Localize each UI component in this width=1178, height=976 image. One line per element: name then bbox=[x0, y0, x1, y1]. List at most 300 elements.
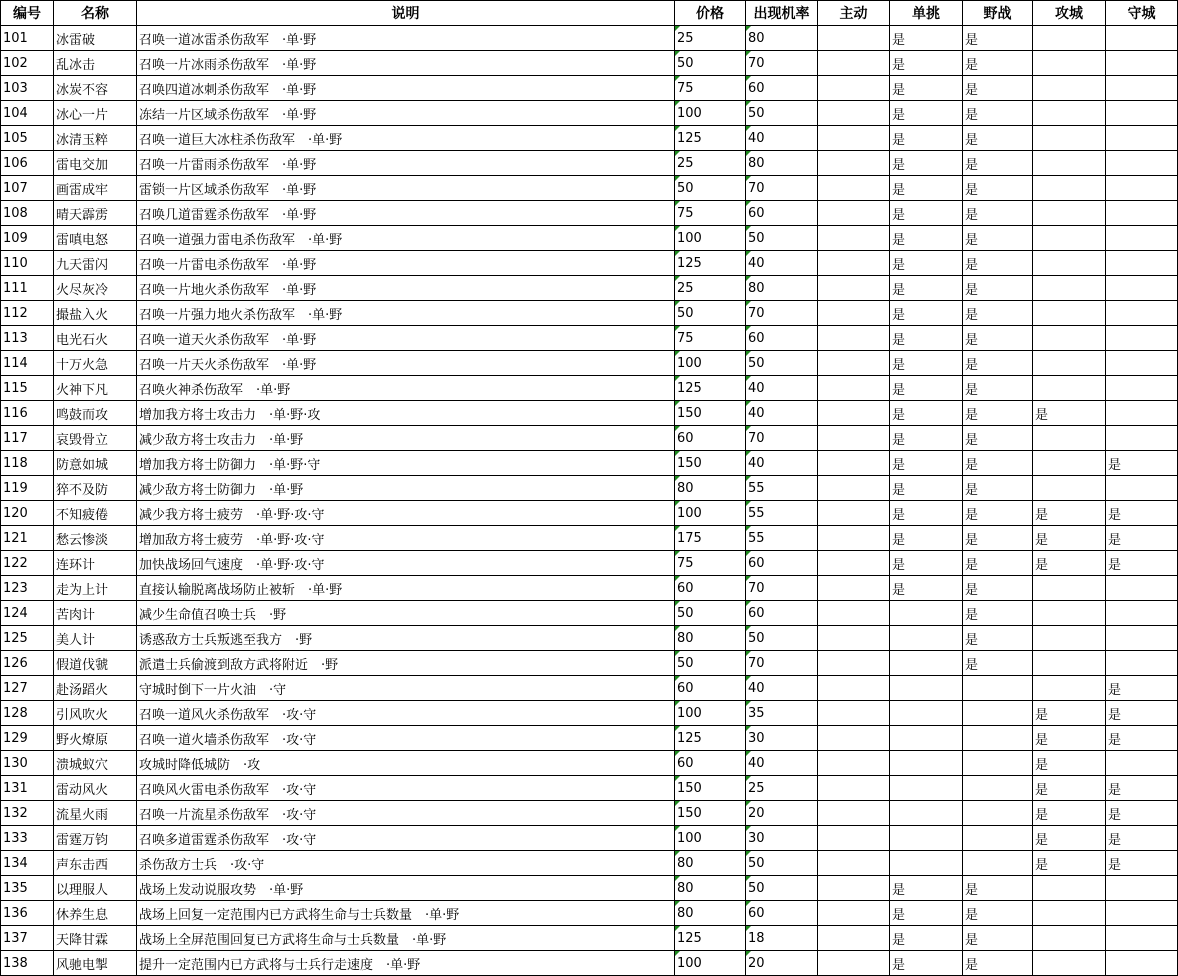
cell-description[interactable]: 召唤一片冰雨杀伤敌军 ·单·野 bbox=[137, 51, 675, 76]
cell-field-battle[interactable]: 是 bbox=[963, 901, 1033, 926]
cell-siege-defense[interactable]: 是 bbox=[1106, 526, 1178, 551]
cell-appearance-rate[interactable]: 50 bbox=[746, 351, 818, 376]
cell-siege-defense[interactable] bbox=[1106, 376, 1178, 401]
cell-id[interactable]: 121 bbox=[1, 526, 54, 551]
cell-field-battle[interactable]: 是 bbox=[963, 551, 1033, 576]
cell-description[interactable]: 攻城时降低城防 ·攻 bbox=[137, 751, 675, 776]
cell-appearance-rate[interactable]: 50 bbox=[746, 851, 818, 876]
cell-description[interactable]: 战场上全屏范围回复已方武将生命与士兵数量 ·单·野 bbox=[137, 926, 675, 951]
cell-price[interactable]: 50 bbox=[675, 601, 746, 626]
cell-id[interactable]: 124 bbox=[1, 601, 54, 626]
cell-active[interactable] bbox=[818, 151, 890, 176]
cell-siege-attack[interactable] bbox=[1033, 376, 1106, 401]
cell-name[interactable]: 美人计 bbox=[54, 626, 137, 651]
cell-siege-attack[interactable] bbox=[1033, 351, 1106, 376]
cell-duel[interactable]: 是 bbox=[890, 276, 963, 301]
cell-siege-defense[interactable] bbox=[1106, 201, 1178, 226]
cell-description[interactable]: 提升一定范围内已方武将与士兵行走速度 ·单·野 bbox=[137, 951, 675, 976]
cell-appearance-rate[interactable]: 40 bbox=[746, 676, 818, 701]
cell-siege-defense[interactable] bbox=[1106, 876, 1178, 901]
cell-active[interactable] bbox=[818, 76, 890, 101]
cell-appearance-rate[interactable]: 60 bbox=[746, 551, 818, 576]
cell-description[interactable]: 减少敌方将士防御力 ·单·野 bbox=[137, 476, 675, 501]
cell-id[interactable]: 128 bbox=[1, 701, 54, 726]
cell-siege-defense[interactable]: 是 bbox=[1106, 801, 1178, 826]
cell-price[interactable]: 80 bbox=[675, 901, 746, 926]
cell-price[interactable]: 60 bbox=[675, 426, 746, 451]
cell-field-battle[interactable]: 是 bbox=[963, 26, 1033, 51]
cell-name[interactable]: 鸣鼓而攻 bbox=[54, 401, 137, 426]
cell-id[interactable]: 107 bbox=[1, 176, 54, 201]
cell-siege-attack[interactable] bbox=[1033, 226, 1106, 251]
cell-price[interactable]: 125 bbox=[675, 376, 746, 401]
cell-field-battle[interactable] bbox=[963, 851, 1033, 876]
cell-siege-defense[interactable] bbox=[1106, 26, 1178, 51]
cell-id[interactable]: 129 bbox=[1, 726, 54, 751]
cell-duel[interactable] bbox=[890, 726, 963, 751]
cell-siege-attack[interactable] bbox=[1033, 651, 1106, 676]
cell-appearance-rate[interactable]: 50 bbox=[746, 626, 818, 651]
cell-id[interactable]: 115 bbox=[1, 376, 54, 401]
cell-duel[interactable] bbox=[890, 851, 963, 876]
cell-siege-defense[interactable]: 是 bbox=[1106, 726, 1178, 751]
cell-field-battle[interactable] bbox=[963, 801, 1033, 826]
cell-appearance-rate[interactable]: 70 bbox=[746, 51, 818, 76]
cell-id[interactable]: 103 bbox=[1, 76, 54, 101]
cell-id[interactable]: 104 bbox=[1, 101, 54, 126]
cell-name[interactable]: 火尽灰冷 bbox=[54, 276, 137, 301]
cell-price[interactable]: 100 bbox=[675, 701, 746, 726]
cell-siege-attack[interactable] bbox=[1033, 451, 1106, 476]
cell-field-battle[interactable] bbox=[963, 726, 1033, 751]
cell-siege-defense[interactable] bbox=[1106, 601, 1178, 626]
cell-active[interactable] bbox=[818, 301, 890, 326]
cell-siege-attack[interactable] bbox=[1033, 176, 1106, 201]
cell-active[interactable] bbox=[818, 251, 890, 276]
cell-duel[interactable]: 是 bbox=[890, 426, 963, 451]
cell-field-battle[interactable] bbox=[963, 776, 1033, 801]
cell-name[interactable]: 电光石火 bbox=[54, 326, 137, 351]
cell-field-battle[interactable] bbox=[963, 701, 1033, 726]
cell-siege-defense[interactable]: 是 bbox=[1106, 451, 1178, 476]
cell-price[interactable]: 175 bbox=[675, 526, 746, 551]
cell-description[interactable]: 召唤一片雷雨杀伤敌军 ·单·野 bbox=[137, 151, 675, 176]
cell-price[interactable]: 150 bbox=[675, 776, 746, 801]
cell-siege-defense[interactable]: 是 bbox=[1106, 701, 1178, 726]
cell-description[interactable]: 召唤一道强力雷电杀伤敌军 ·单·野 bbox=[137, 226, 675, 251]
cell-price[interactable]: 125 bbox=[675, 251, 746, 276]
cell-price[interactable]: 75 bbox=[675, 551, 746, 576]
cell-id[interactable]: 116 bbox=[1, 401, 54, 426]
cell-description[interactable]: 杀伤敌方士兵 ·攻·守 bbox=[137, 851, 675, 876]
cell-siege-attack[interactable]: 是 bbox=[1033, 551, 1106, 576]
header-appearance-rate[interactable]: 出现机率 bbox=[746, 1, 818, 26]
cell-description[interactable]: 召唤一片天火杀伤敌军 ·单·野 bbox=[137, 351, 675, 376]
cell-siege-defense[interactable] bbox=[1106, 751, 1178, 776]
cell-duel[interactable]: 是 bbox=[890, 126, 963, 151]
cell-description[interactable]: 召唤一道风火杀伤敌军 ·攻·守 bbox=[137, 701, 675, 726]
header-duel[interactable]: 单挑 bbox=[890, 1, 963, 26]
cell-duel[interactable] bbox=[890, 601, 963, 626]
cell-field-battle[interactable]: 是 bbox=[963, 401, 1033, 426]
cell-siege-attack[interactable]: 是 bbox=[1033, 776, 1106, 801]
cell-id[interactable]: 127 bbox=[1, 676, 54, 701]
cell-siege-defense[interactable] bbox=[1106, 226, 1178, 251]
cell-field-battle[interactable]: 是 bbox=[963, 201, 1033, 226]
cell-price[interactable]: 150 bbox=[675, 801, 746, 826]
cell-field-battle[interactable]: 是 bbox=[963, 576, 1033, 601]
cell-siege-attack[interactable] bbox=[1033, 926, 1106, 951]
cell-appearance-rate[interactable]: 50 bbox=[746, 876, 818, 901]
cell-duel[interactable] bbox=[890, 651, 963, 676]
cell-siege-defense[interactable] bbox=[1106, 651, 1178, 676]
cell-name[interactable]: 哀毁骨立 bbox=[54, 426, 137, 451]
cell-name[interactable]: 防意如城 bbox=[54, 451, 137, 476]
cell-id[interactable]: 118 bbox=[1, 451, 54, 476]
cell-name[interactable]: 苦肉计 bbox=[54, 601, 137, 626]
cell-field-battle[interactable]: 是 bbox=[963, 651, 1033, 676]
cell-siege-attack[interactable] bbox=[1033, 876, 1106, 901]
cell-id[interactable]: 112 bbox=[1, 301, 54, 326]
cell-appearance-rate[interactable]: 35 bbox=[746, 701, 818, 726]
cell-siege-attack[interactable] bbox=[1033, 576, 1106, 601]
header-field-battle[interactable]: 野战 bbox=[963, 1, 1033, 26]
cell-field-battle[interactable]: 是 bbox=[963, 876, 1033, 901]
cell-appearance-rate[interactable]: 60 bbox=[746, 901, 818, 926]
cell-appearance-rate[interactable]: 55 bbox=[746, 501, 818, 526]
cell-active[interactable] bbox=[818, 551, 890, 576]
cell-price[interactable]: 100 bbox=[675, 101, 746, 126]
cell-siege-defense[interactable] bbox=[1106, 626, 1178, 651]
cell-siege-defense[interactable] bbox=[1106, 476, 1178, 501]
cell-appearance-rate[interactable]: 50 bbox=[746, 101, 818, 126]
cell-field-battle[interactable]: 是 bbox=[963, 151, 1033, 176]
cell-id[interactable]: 105 bbox=[1, 126, 54, 151]
cell-name[interactable]: 引风吹火 bbox=[54, 701, 137, 726]
cell-duel[interactable]: 是 bbox=[890, 176, 963, 201]
cell-field-battle[interactable]: 是 bbox=[963, 51, 1033, 76]
cell-id[interactable]: 125 bbox=[1, 626, 54, 651]
cell-price[interactable]: 75 bbox=[675, 326, 746, 351]
cell-id[interactable]: 136 bbox=[1, 901, 54, 926]
cell-field-battle[interactable] bbox=[963, 676, 1033, 701]
cell-appearance-rate[interactable]: 20 bbox=[746, 951, 818, 976]
cell-name[interactable]: 雷嗔电怒 bbox=[54, 226, 137, 251]
cell-description[interactable]: 增加我方将士防御力 ·单·野·守 bbox=[137, 451, 675, 476]
cell-field-battle[interactable]: 是 bbox=[963, 101, 1033, 126]
cell-appearance-rate[interactable]: 70 bbox=[746, 301, 818, 326]
cell-duel[interactable]: 是 bbox=[890, 451, 963, 476]
cell-description[interactable]: 诱惑敌方士兵叛逃至我方 ·野 bbox=[137, 626, 675, 651]
cell-siege-attack[interactable] bbox=[1033, 901, 1106, 926]
cell-appearance-rate[interactable]: 60 bbox=[746, 326, 818, 351]
cell-name[interactable]: 撮盐入火 bbox=[54, 301, 137, 326]
cell-appearance-rate[interactable]: 70 bbox=[746, 576, 818, 601]
cell-name[interactable]: 野火燎原 bbox=[54, 726, 137, 751]
cell-id[interactable]: 108 bbox=[1, 201, 54, 226]
cell-duel[interactable] bbox=[890, 676, 963, 701]
cell-price[interactable]: 75 bbox=[675, 76, 746, 101]
cell-siege-defense[interactable] bbox=[1106, 301, 1178, 326]
cell-id[interactable]: 109 bbox=[1, 226, 54, 251]
cell-duel[interactable]: 是 bbox=[890, 551, 963, 576]
cell-price[interactable]: 80 bbox=[675, 476, 746, 501]
cell-appearance-rate[interactable]: 70 bbox=[746, 426, 818, 451]
cell-name[interactable]: 溃城蚁穴 bbox=[54, 751, 137, 776]
cell-active[interactable] bbox=[818, 801, 890, 826]
cell-siege-defense[interactable] bbox=[1106, 151, 1178, 176]
cell-appearance-rate[interactable]: 55 bbox=[746, 526, 818, 551]
cell-appearance-rate[interactable]: 80 bbox=[746, 151, 818, 176]
cell-name[interactable]: 风驰电掣 bbox=[54, 951, 137, 976]
cell-description[interactable]: 召唤一片流星杀伤敌军 ·攻·守 bbox=[137, 801, 675, 826]
cell-siege-defense[interactable]: 是 bbox=[1106, 676, 1178, 701]
cell-appearance-rate[interactable]: 70 bbox=[746, 176, 818, 201]
cell-appearance-rate[interactable]: 60 bbox=[746, 201, 818, 226]
cell-siege-defense[interactable]: 是 bbox=[1106, 851, 1178, 876]
cell-duel[interactable]: 是 bbox=[890, 401, 963, 426]
cell-siege-attack[interactable] bbox=[1033, 601, 1106, 626]
cell-siege-attack[interactable] bbox=[1033, 26, 1106, 51]
cell-siege-attack[interactable] bbox=[1033, 676, 1106, 701]
cell-id[interactable]: 120 bbox=[1, 501, 54, 526]
cell-siege-attack[interactable] bbox=[1033, 476, 1106, 501]
cell-description[interactable]: 战场上发动说服攻势 ·单·野 bbox=[137, 876, 675, 901]
cell-id[interactable]: 135 bbox=[1, 876, 54, 901]
cell-active[interactable] bbox=[818, 101, 890, 126]
cell-price[interactable]: 60 bbox=[675, 751, 746, 776]
cell-duel[interactable] bbox=[890, 701, 963, 726]
cell-name[interactable]: 声东击西 bbox=[54, 851, 137, 876]
cell-price[interactable]: 125 bbox=[675, 726, 746, 751]
cell-name[interactable]: 以理服人 bbox=[54, 876, 137, 901]
cell-id[interactable]: 119 bbox=[1, 476, 54, 501]
cell-name[interactable]: 冰雷破 bbox=[54, 26, 137, 51]
cell-siege-attack[interactable] bbox=[1033, 626, 1106, 651]
cell-id[interactable]: 126 bbox=[1, 651, 54, 676]
cell-name[interactable]: 火神下凡 bbox=[54, 376, 137, 401]
cell-active[interactable] bbox=[818, 626, 890, 651]
cell-active[interactable] bbox=[818, 476, 890, 501]
cell-siege-attack[interactable] bbox=[1033, 101, 1106, 126]
cell-id[interactable]: 122 bbox=[1, 551, 54, 576]
cell-id[interactable]: 106 bbox=[1, 151, 54, 176]
cell-appearance-rate[interactable]: 60 bbox=[746, 601, 818, 626]
cell-siege-defense[interactable] bbox=[1106, 351, 1178, 376]
cell-active[interactable] bbox=[818, 826, 890, 851]
cell-duel[interactable]: 是 bbox=[890, 26, 963, 51]
cell-name[interactable]: 不知疲倦 bbox=[54, 501, 137, 526]
cell-description[interactable]: 召唤一道火墙杀伤敌军 ·攻·守 bbox=[137, 726, 675, 751]
cell-active[interactable] bbox=[818, 376, 890, 401]
cell-field-battle[interactable]: 是 bbox=[963, 351, 1033, 376]
cell-active[interactable] bbox=[818, 126, 890, 151]
cell-active[interactable] bbox=[818, 176, 890, 201]
cell-active[interactable] bbox=[818, 751, 890, 776]
cell-appearance-rate[interactable]: 40 bbox=[746, 251, 818, 276]
cell-siege-defense[interactable] bbox=[1106, 951, 1178, 976]
cell-siege-attack[interactable] bbox=[1033, 426, 1106, 451]
cell-description[interactable]: 派遣士兵偷渡到敌方武将附近 ·野 bbox=[137, 651, 675, 676]
cell-siege-attack[interactable] bbox=[1033, 76, 1106, 101]
cell-id[interactable]: 102 bbox=[1, 51, 54, 76]
cell-field-battle[interactable] bbox=[963, 751, 1033, 776]
cell-appearance-rate[interactable]: 40 bbox=[746, 751, 818, 776]
cell-duel[interactable] bbox=[890, 826, 963, 851]
cell-duel[interactable] bbox=[890, 751, 963, 776]
cell-duel[interactable]: 是 bbox=[890, 226, 963, 251]
cell-price[interactable]: 75 bbox=[675, 201, 746, 226]
cell-description[interactable]: 雷锁一片区域杀伤敌军 ·单·野 bbox=[137, 176, 675, 201]
cell-description[interactable]: 召唤一片地火杀伤敌军 ·单·野 bbox=[137, 276, 675, 301]
cell-duel[interactable]: 是 bbox=[890, 351, 963, 376]
cell-siege-defense[interactable] bbox=[1106, 926, 1178, 951]
cell-field-battle[interactable]: 是 bbox=[963, 926, 1033, 951]
cell-appearance-rate[interactable]: 20 bbox=[746, 801, 818, 826]
cell-description[interactable]: 减少我方将士疲劳 ·单·野·攻·守 bbox=[137, 501, 675, 526]
cell-siege-attack[interactable]: 是 bbox=[1033, 501, 1106, 526]
cell-name[interactable]: 休养生息 bbox=[54, 901, 137, 926]
cell-field-battle[interactable]: 是 bbox=[963, 176, 1033, 201]
cell-active[interactable] bbox=[818, 951, 890, 976]
cell-id[interactable]: 114 bbox=[1, 351, 54, 376]
cell-name[interactable]: 天降甘霖 bbox=[54, 926, 137, 951]
cell-active[interactable] bbox=[818, 576, 890, 601]
cell-appearance-rate[interactable]: 25 bbox=[746, 776, 818, 801]
cell-siege-defense[interactable] bbox=[1106, 126, 1178, 151]
cell-active[interactable] bbox=[818, 326, 890, 351]
cell-siege-attack[interactable]: 是 bbox=[1033, 851, 1106, 876]
cell-price[interactable]: 150 bbox=[675, 401, 746, 426]
cell-description[interactable]: 召唤火神杀伤敌军 ·单·野 bbox=[137, 376, 675, 401]
cell-description[interactable]: 召唤一片强力地火杀伤敌军 ·单·野 bbox=[137, 301, 675, 326]
cell-description[interactable]: 直接认输脱离战场防止被斩 ·单·野 bbox=[137, 576, 675, 601]
cell-active[interactable] bbox=[818, 426, 890, 451]
cell-duel[interactable]: 是 bbox=[890, 151, 963, 176]
cell-name[interactable]: 猝不及防 bbox=[54, 476, 137, 501]
cell-active[interactable] bbox=[818, 676, 890, 701]
cell-price[interactable]: 100 bbox=[675, 501, 746, 526]
cell-appearance-rate[interactable]: 40 bbox=[746, 451, 818, 476]
cell-name[interactable]: 乱冰击 bbox=[54, 51, 137, 76]
cell-appearance-rate[interactable]: 30 bbox=[746, 826, 818, 851]
cell-active[interactable] bbox=[818, 51, 890, 76]
cell-duel[interactable]: 是 bbox=[890, 51, 963, 76]
cell-siege-defense[interactable] bbox=[1106, 401, 1178, 426]
cell-name[interactable]: 赴汤蹈火 bbox=[54, 676, 137, 701]
cell-siege-defense[interactable] bbox=[1106, 426, 1178, 451]
cell-name[interactable]: 愁云惨淡 bbox=[54, 526, 137, 551]
cell-duel[interactable]: 是 bbox=[890, 526, 963, 551]
cell-field-battle[interactable]: 是 bbox=[963, 601, 1033, 626]
cell-description[interactable]: 减少敌方将士攻击力 ·单·野 bbox=[137, 426, 675, 451]
cell-siege-defense[interactable] bbox=[1106, 276, 1178, 301]
cell-siege-attack[interactable] bbox=[1033, 201, 1106, 226]
cell-field-battle[interactable]: 是 bbox=[963, 526, 1033, 551]
cell-active[interactable] bbox=[818, 876, 890, 901]
cell-active[interactable] bbox=[818, 901, 890, 926]
cell-name[interactable]: 雷动风火 bbox=[54, 776, 137, 801]
cell-name[interactable]: 冰清玉粹 bbox=[54, 126, 137, 151]
cell-price[interactable]: 50 bbox=[675, 176, 746, 201]
cell-id[interactable]: 117 bbox=[1, 426, 54, 451]
cell-siege-defense[interactable] bbox=[1106, 176, 1178, 201]
cell-siege-defense[interactable] bbox=[1106, 576, 1178, 601]
cell-active[interactable] bbox=[818, 701, 890, 726]
cell-field-battle[interactable]: 是 bbox=[963, 276, 1033, 301]
cell-field-battle[interactable]: 是 bbox=[963, 76, 1033, 101]
cell-appearance-rate[interactable]: 18 bbox=[746, 926, 818, 951]
cell-field-battle[interactable]: 是 bbox=[963, 476, 1033, 501]
cell-price[interactable]: 100 bbox=[675, 826, 746, 851]
cell-id[interactable]: 123 bbox=[1, 576, 54, 601]
cell-description[interactable]: 减少生命值召唤士兵 ·野 bbox=[137, 601, 675, 626]
cell-duel[interactable]: 是 bbox=[890, 76, 963, 101]
header-description[interactable]: 说明 bbox=[137, 1, 675, 26]
cell-duel[interactable]: 是 bbox=[890, 901, 963, 926]
cell-id[interactable]: 138 bbox=[1, 951, 54, 976]
cell-active[interactable] bbox=[818, 651, 890, 676]
cell-description[interactable]: 增加敌方将士疲劳 ·单·野·攻·守 bbox=[137, 526, 675, 551]
cell-price[interactable]: 25 bbox=[675, 276, 746, 301]
cell-active[interactable] bbox=[818, 501, 890, 526]
cell-duel[interactable]: 是 bbox=[890, 501, 963, 526]
cell-siege-attack[interactable] bbox=[1033, 251, 1106, 276]
cell-id[interactable]: 101 bbox=[1, 26, 54, 51]
cell-active[interactable] bbox=[818, 351, 890, 376]
cell-description[interactable]: 召唤几道雷霆杀伤敌军 ·单·野 bbox=[137, 201, 675, 226]
cell-id[interactable]: 111 bbox=[1, 276, 54, 301]
cell-field-battle[interactable]: 是 bbox=[963, 501, 1033, 526]
cell-siege-attack[interactable]: 是 bbox=[1033, 726, 1106, 751]
cell-description[interactable]: 召唤风火雷电杀伤敌军 ·攻·守 bbox=[137, 776, 675, 801]
cell-siege-attack[interactable]: 是 bbox=[1033, 401, 1106, 426]
cell-appearance-rate[interactable]: 60 bbox=[746, 76, 818, 101]
cell-price[interactable]: 50 bbox=[675, 51, 746, 76]
cell-siege-attack[interactable] bbox=[1033, 301, 1106, 326]
cell-siege-defense[interactable] bbox=[1106, 251, 1178, 276]
cell-duel[interactable]: 是 bbox=[890, 301, 963, 326]
cell-siege-defense[interactable]: 是 bbox=[1106, 501, 1178, 526]
cell-name[interactable]: 流星火雨 bbox=[54, 801, 137, 826]
cell-price[interactable]: 25 bbox=[675, 26, 746, 51]
cell-siege-attack[interactable] bbox=[1033, 126, 1106, 151]
cell-price[interactable]: 125 bbox=[675, 926, 746, 951]
cell-appearance-rate[interactable]: 40 bbox=[746, 126, 818, 151]
cell-appearance-rate[interactable]: 40 bbox=[746, 401, 818, 426]
cell-appearance-rate[interactable]: 40 bbox=[746, 376, 818, 401]
cell-name[interactable]: 冰心一片 bbox=[54, 101, 137, 126]
header-price[interactable]: 价格 bbox=[675, 1, 746, 26]
cell-duel[interactable]: 是 bbox=[890, 251, 963, 276]
cell-description[interactable]: 战场上回复一定范围内已方武将生命与士兵数量 ·单·野 bbox=[137, 901, 675, 926]
cell-id[interactable]: 137 bbox=[1, 926, 54, 951]
cell-description[interactable]: 召唤一道巨大冰柱杀伤敌军 ·单·野 bbox=[137, 126, 675, 151]
cell-active[interactable] bbox=[818, 726, 890, 751]
cell-siege-attack[interactable] bbox=[1033, 951, 1106, 976]
header-siege-attack[interactable]: 攻城 bbox=[1033, 1, 1106, 26]
cell-name[interactable]: 十万火急 bbox=[54, 351, 137, 376]
cell-price[interactable]: 125 bbox=[675, 126, 746, 151]
cell-active[interactable] bbox=[818, 201, 890, 226]
cell-description[interactable]: 召唤一道冰雷杀伤敌军 ·单·野 bbox=[137, 26, 675, 51]
cell-active[interactable] bbox=[818, 26, 890, 51]
cell-duel[interactable] bbox=[890, 626, 963, 651]
cell-id[interactable]: 133 bbox=[1, 826, 54, 851]
cell-name[interactable]: 雷电交加 bbox=[54, 151, 137, 176]
cell-duel[interactable]: 是 bbox=[890, 326, 963, 351]
cell-description[interactable]: 冻结一片区域杀伤敌军 ·单·野 bbox=[137, 101, 675, 126]
